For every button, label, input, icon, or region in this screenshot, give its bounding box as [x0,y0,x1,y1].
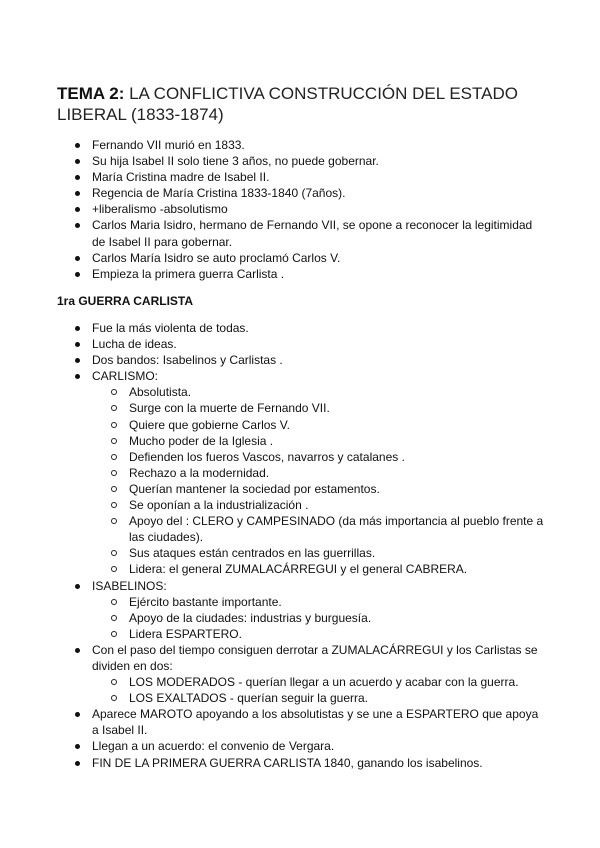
section-heading: 1ra GUERRA CARLISTA [57,294,194,308]
sub-list-item: Apoyo del : CLERO y CAMPESINADO (da más importancia al pueblo frente a las ciudades). [92,513,547,545]
list-item-text: Aparece MAROTO apoyando a los absolutistas y se une a ESPARTERO que apoya a Isabel II. [92,707,539,738]
sub-list-item: Querían mantener la sociedad por estamentos. [92,481,547,497]
list-item: María Cristina madre de Isabel II. [57,169,547,185]
sub-list [92,594,547,642]
list-item: Su hija Isabel II solo tiene 3 años, no puede gobernar. [57,153,547,169]
list-item [57,336,547,352]
section-bullet-list [57,320,547,771]
list-item [57,368,547,577]
list-item [57,755,547,771]
list-item [57,352,547,368]
list-item [57,578,547,642]
list-item: Carlos María Isidro se auto proclamó Carlos V. [57,250,547,266]
list-item-text: Llegan a un acuerdo: el convenio de Vergara. [92,739,335,754]
sub-list [92,384,547,577]
list-item-text: Lucha de ideas. [92,337,177,352]
sub-list-item: Apoyo de la ciudades: industrias y burguesía. [92,610,547,626]
list-item: +liberalismo -absolutismo [57,201,547,217]
sub-list-item: LOS EXALTADOS - querían seguir la guerra. [92,690,547,706]
page-title [57,83,547,125]
list-item [57,642,547,706]
sub-list-item: Rechazo a la modernidad. [92,465,547,481]
list-item-text: Dos bandos: Isabelinos y Carlistas . [92,353,283,368]
title-text: LA CONFLICTIVA CONSTRUCCIÓN DEL ESTADO LIBERAL (1833-1874) [57,84,518,124]
list-item-text: ISABELINOS: [92,578,167,593]
list-item: Fernando VII murió en 1833. [57,137,547,153]
intro-bullet-list [57,137,547,282]
list-item: Regencia de María Cristina 1833-1840 (7años). [57,185,547,201]
list-item [57,320,547,336]
list-item [57,706,547,738]
sub-list [92,674,547,706]
sub-list-item: Sus ataques están centrados en las guerrillas. [92,545,547,561]
sub-list-item: Mucho poder de la Iglesia . [92,433,547,449]
sub-list-item: Surge con la muerte de Fernando VII. [92,400,547,416]
list-item: Empieza la primera guerra Carlista . [57,266,547,282]
sub-list-item: Ejército bastante importante. [92,594,547,610]
list-item-text: CARLISMO: [92,369,159,384]
list-item-text: Con el paso del tiempo consiguen derrotar a ZUMALACÁRREGUI y los Carlistas se dividen en dos: [92,642,538,673]
sub-list-item: Quiere que gobierne Carlos V. [92,417,547,433]
sub-list-item: Absolutista. [92,384,547,400]
list-item: Carlos Maria Isidro, hermano de Fernando VII, se opone a reconocer la legitimidad de Isabel II para gobernar. [57,217,547,249]
sub-list-item: Lidera: el general ZUMALACÁRREGUI y el general CABRERA. [92,561,547,577]
list-item [57,738,547,754]
sub-list-item: LOS MODERADOS - querían llegar a un acuerdo y acabar con la guerra. [92,674,547,690]
list-item-text: FIN DE LA PRIMERA GUERRA CARLISTA 1840, ganando los isabelinos. [92,755,483,770]
list-item-text: Fue la más violenta de todas. [92,321,249,335]
sub-list-item: Se oponían a la industrialización . [92,497,547,513]
sub-list-item: Lidera ESPARTERO. [92,626,547,642]
sub-list-item: Defienden los fueros Vascos, navarros y catalanes . [92,449,547,465]
title-bold: TEMA 2: [57,84,125,103]
